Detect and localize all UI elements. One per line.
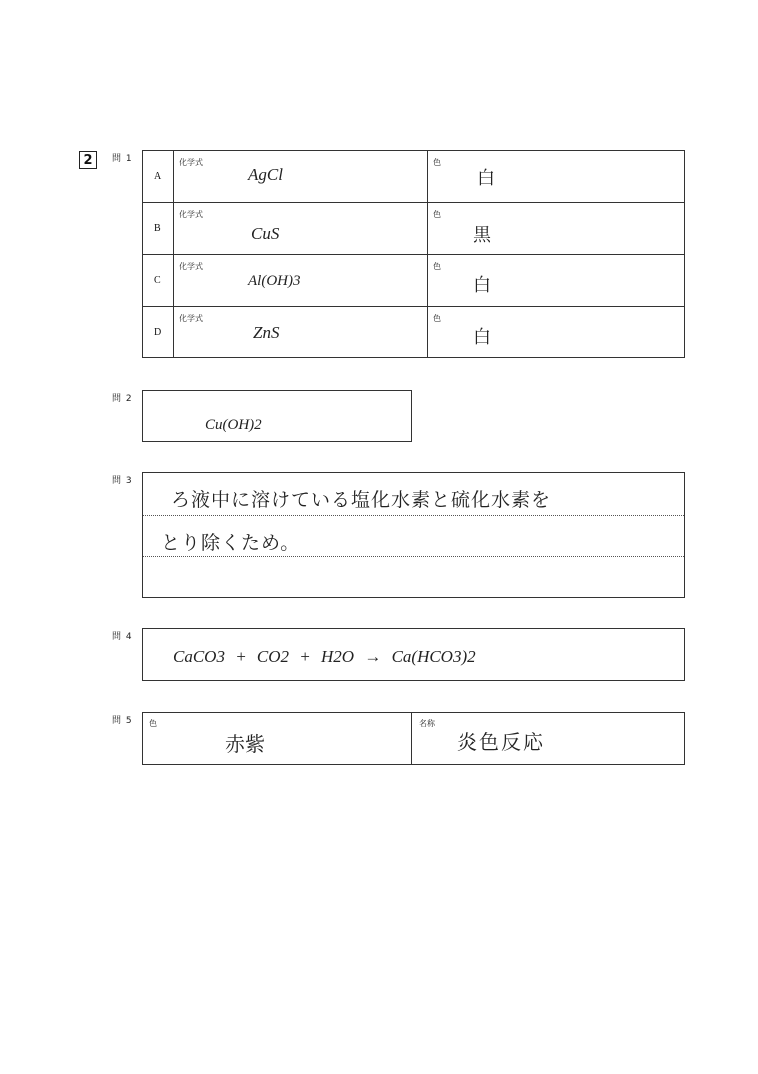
- q4-label: 問 4: [112, 632, 133, 642]
- q4-answer-box: [142, 628, 685, 681]
- color-header-c: 色: [433, 262, 441, 271]
- color-header-a: 色: [433, 158, 441, 167]
- formula-answer-d: ZnS: [253, 323, 280, 342]
- formula-header-d: 化学式: [179, 314, 203, 323]
- q5-color-header: 色: [149, 719, 157, 728]
- q2-label: 問 2: [112, 394, 133, 404]
- q1-table: [142, 150, 685, 358]
- formula-answer-c: Al(OH)3: [248, 273, 301, 289]
- color-header-b: 色: [433, 210, 441, 219]
- q2-answer-box: [142, 390, 412, 442]
- q3-answer-line2: とり除くため。: [161, 532, 301, 554]
- q5-label: 問 5: [112, 716, 133, 726]
- color-answer-a: 白: [477, 168, 495, 189]
- row-label-b: B: [154, 223, 161, 234]
- formula-header-b: 化学式: [179, 210, 203, 219]
- q5-name-answer: 炎色反応: [457, 730, 545, 754]
- color-header-d: 色: [433, 314, 441, 323]
- question-number: 2: [79, 151, 97, 169]
- q5-color-answer: 赤紫: [225, 732, 265, 756]
- q5-answer-box: [142, 712, 685, 765]
- formula-answer-b: CuS: [251, 224, 280, 243]
- q4-equation: CaCO3 + CO2 + H2O → Ca(HCO3)2: [173, 647, 476, 666]
- color-answer-b: 黒: [473, 225, 491, 246]
- formula-header-c: 化学式: [179, 262, 203, 271]
- q3-answer-line1: ろ液中に溶けている塩化水素と硫化水素を: [171, 489, 552, 511]
- q1-label: 問 1: [112, 154, 133, 164]
- formula-answer-a: AgCl: [248, 165, 283, 184]
- q2-answer: Cu(OH)2: [205, 417, 262, 433]
- color-answer-d: 白: [473, 327, 491, 348]
- formula-header-a: 化学式: [179, 158, 203, 167]
- row-label-d: D: [154, 327, 162, 338]
- q5-name-header: 名称: [419, 719, 435, 728]
- row-label-c: C: [154, 275, 161, 286]
- row-label-a: A: [154, 171, 162, 182]
- color-answer-c: 白: [473, 275, 491, 296]
- q3-answer-box: [142, 472, 685, 598]
- q3-label: 問 3: [112, 476, 133, 486]
